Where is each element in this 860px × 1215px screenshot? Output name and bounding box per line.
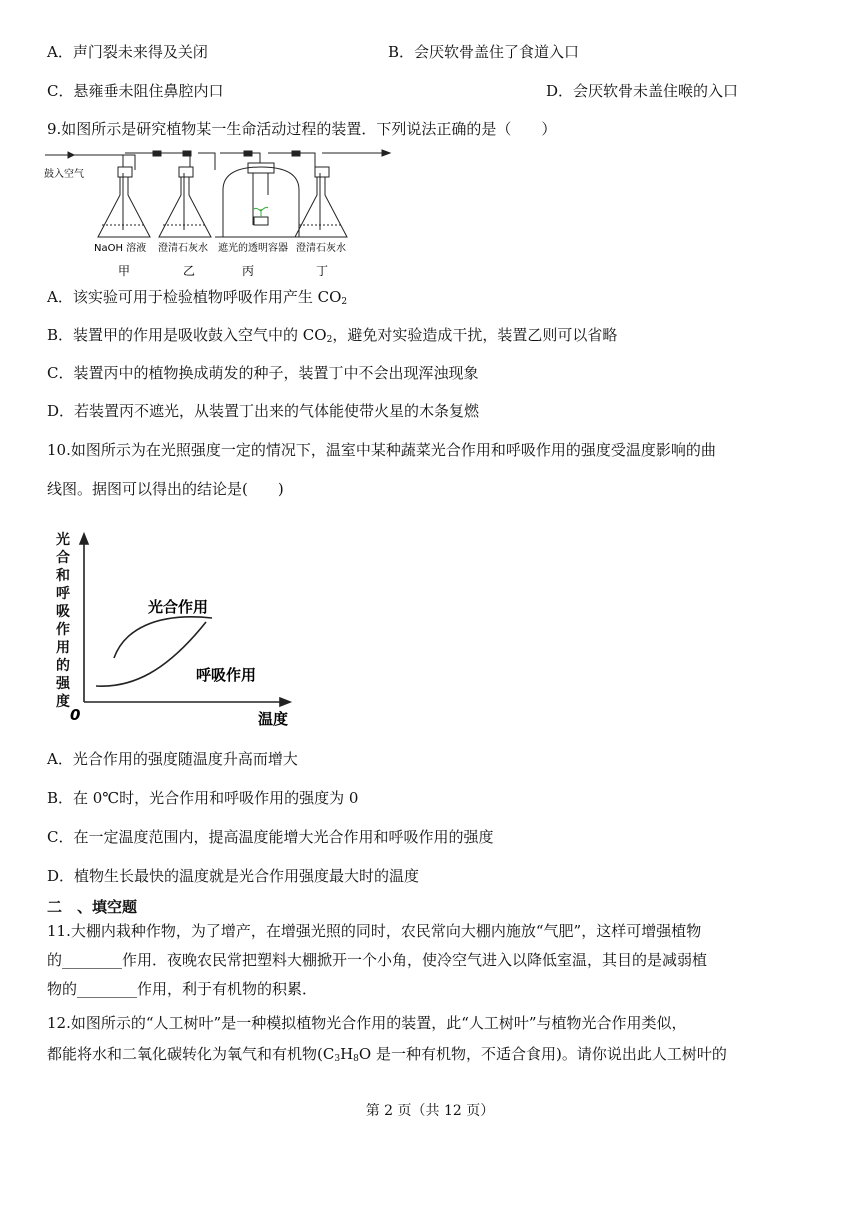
q10-photosynthesis-label: 光合作用 [148,598,209,616]
q10-x-axis-label: 温度 [258,710,289,728]
q11-line2: 的________作用．夜晚农民常把塑料大棚掀开一个小角，使冷空气进入以降低室温，其目的是减弱植 [47,951,708,969]
q12-line2: 都能将水和二氧化碳转化为氧气和有机物($C_3H_8O$ 是一种有机物，不适合食用)。请你说出此人工树叶的 [47,1045,727,1064]
q9-flask-label-yi: 澄清石灰水 [158,243,208,254]
q9-stem: 9.如图所示是研究植物某一生命活动过程的装置．下列说法正确的是（ ） [47,120,557,138]
q8-option-c: C．悬雍垂未阻住鼻腔内口 [47,82,224,100]
q10-y-axis-label: 光合和呼吸作用的强度 [56,532,70,710]
q9-device-bing: 丙 [242,264,255,278]
q9-apparatus-figure [40,145,400,285]
q9-device-ding: 丁 [316,264,329,278]
q8-option-a: A．声门裂未来得及关闭 [47,43,208,61]
q10-stem-line2: 线图。据图可以得出的结论是( ) [47,480,284,498]
q11-line3: 物的________作用，利于有机物的积累． [47,980,318,998]
q9-device-jia: 甲 [118,264,131,278]
q11-line1: 11.大棚内栽种作物，为了增产，在增强光照的同时，农民常向大棚内施放“气肥”，这样可增强植物 [47,922,702,940]
q10-origin-label: 0 [70,706,81,724]
q10-option-c: C．在一定温度范围内，提高温度能增大光合作用和呼吸作用的强度 [47,828,494,846]
page-footer: 第 2 页（共 12 页） [365,1103,495,1119]
q9-option-c: C．装置丙中的植物换成萌发的种子，装置丁中不会出现浑浊现象 [47,364,479,382]
q9-flask-label-ding: 澄清石灰水 [296,243,346,254]
q10-respiration-label: 呼吸作用 [196,666,257,684]
q10-stem-line1: 10.如图所示为在光照强度一定的情况下，温室中某种蔬菜光合作用和呼吸作用的强度受温度影响的曲 [47,441,716,459]
q8-option-b: B．会厌软骨盖住了食道入口 [388,43,580,61]
q10-option-a: A．光合作用的强度随温度升高而增大 [47,750,298,768]
q9-inlet-label: 鼓入空气 [44,169,84,180]
q10-temperature-chart [44,522,304,730]
q9-flask-label-bing: 遮光的透明容器 [218,243,288,254]
q10-photosynthesis-curve [114,617,212,658]
q10-option-d: D．植物生长最快的温度就是光合作用强度最大时的温度 [47,867,420,885]
q9-option-a: A．该实验可用于检验植物呼吸作用产生 $CO_2$ [47,288,348,307]
q10-respiration-curve [96,622,206,686]
q9-flask-label-jia: NaOH 溶液 [94,243,147,254]
q8-option-d: D．会厌软骨未盖住喉的入口 [546,82,739,100]
q12-line1: 12.如图所示的“人工树叶”是一种模拟植物光合作用的装置，此“人工树叶”与植物光合作用类似， [47,1014,687,1032]
q9-option-d: D．若装置丙不遮光，从装置丁出来的气体能使带火星的木条复燃 [47,402,480,420]
q9-option-b: B．装置甲的作用是吸收鼓入空气中的 $CO_2$，避免对实验造成干扰，装置乙则可以省略 [47,326,618,345]
q9-device-yi: 乙 [183,264,196,278]
section-fill-in-title: 二 、填空题 [47,898,138,916]
q10-option-b: B．在 0℃时，光合作用和呼吸作用的强度为 0 [47,789,359,807]
